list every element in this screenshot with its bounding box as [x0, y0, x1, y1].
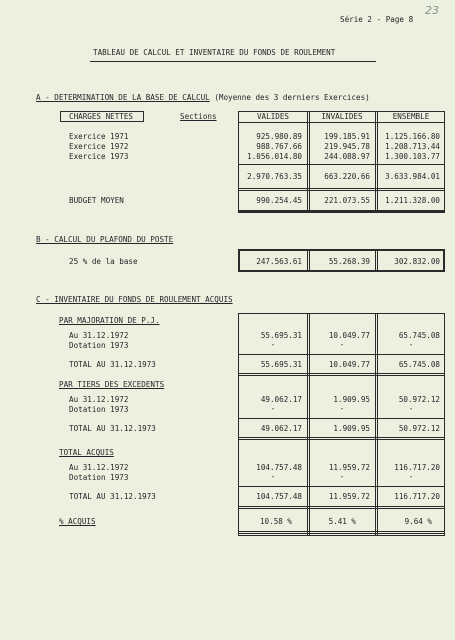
- row-label: Exercice 1973: [69, 152, 129, 161]
- budget-moyen-label: BUDGET MOYEN: [69, 196, 124, 205]
- cell-valides: 1.056.014.80: [247, 152, 302, 161]
- total-invalides: 663.220.66: [324, 172, 370, 181]
- total-label: TOTAL AU 31.12.1973: [69, 360, 156, 369]
- handwritten-page-number: 23: [425, 4, 439, 17]
- total-invalides: 1.909.95: [333, 424, 370, 433]
- cell-valides: -: [270, 404, 276, 413]
- cell-ensemble: -: [408, 340, 414, 349]
- total-ensemble: 3.633.984.01: [385, 172, 440, 181]
- cell-invalides: -: [339, 340, 345, 349]
- pct-acquis-label: % ACQUIS: [59, 517, 96, 526]
- budget-invalides: 221.073.55: [324, 196, 370, 205]
- cell-ensemble: 116.717.20: [394, 463, 440, 472]
- col-charges-nettes: CHARGES NETTES: [69, 112, 134, 121]
- total-valides: 49.062.17: [260, 424, 302, 433]
- cell-valides: -: [270, 472, 276, 481]
- total-ensemble: 65.745.08: [398, 360, 440, 369]
- cell-valides: 925.980.89: [256, 132, 302, 141]
- cell-invalides: 11.959.72: [328, 463, 370, 472]
- total-invalides: 11.959.72: [328, 492, 370, 501]
- row-label: Dotation 1973: [69, 341, 129, 350]
- total-ensemble: 116.717.20: [394, 492, 440, 501]
- cell-valides: 49.062.17: [260, 395, 302, 404]
- cell-ensemble: 1.125.166.80: [385, 132, 440, 141]
- cell-ensemble: 1.208.713.44: [385, 142, 440, 151]
- page-reference: Série 2 - Page 8: [340, 15, 414, 24]
- total-invalides: 10.049.77: [328, 360, 370, 369]
- cell-ensemble: 1.300.103.77: [385, 152, 440, 161]
- cell-valides: -: [270, 340, 276, 349]
- row-label: Exercice 1971: [69, 132, 129, 141]
- cell-ensemble: -: [408, 404, 414, 413]
- budget-ensemble: 1.211.328.00: [385, 196, 440, 205]
- cell-invalides: 199.185.91: [324, 132, 370, 141]
- section-c-heading: C - INVENTAIRE DU FONDS DE ROULEMENT ACQUIS: [36, 295, 233, 304]
- cell-invalides: 219.945.78: [324, 142, 370, 151]
- cell-ensemble: -: [408, 472, 414, 481]
- cell-ensemble: 65.745.08: [398, 331, 440, 340]
- row-label: Au 31.12.1972: [69, 463, 129, 472]
- row-label: Au 31.12.1972: [69, 331, 129, 340]
- total-ensemble: 50.972.12: [398, 424, 440, 433]
- row-label: Exercice 1972: [69, 142, 129, 151]
- col-invalides: INVALIDES: [321, 112, 363, 121]
- row-label: Dotation 1973: [69, 405, 129, 414]
- title-underline: [90, 61, 376, 62]
- group-title-tiers: PAR TIERS DES EXCEDENTS: [59, 380, 165, 389]
- pct-invalides: 5.41 %: [328, 517, 356, 526]
- plafond-ensemble: 302.832.00: [394, 257, 440, 266]
- cell-invalides: -: [339, 404, 345, 413]
- document-title: TABLEAU DE CALCUL ET INVENTAIRE DU FONDS DE ROULEMENT: [93, 48, 336, 57]
- row-label: Au 31.12.1972: [69, 395, 129, 404]
- total-valides: 104.757.48: [256, 492, 302, 501]
- total-label: TOTAL AU 31.12.1973: [69, 424, 156, 433]
- total-valides: 2.970.763.35: [247, 172, 302, 181]
- cell-invalides: 1.909.95: [333, 395, 370, 404]
- pct-valides: 10.58 %: [259, 517, 292, 526]
- cell-valides: 988.767.66: [256, 142, 302, 151]
- col-ensemble: ENSEMBLE: [392, 112, 430, 121]
- budget-valides: 990.254.45: [256, 196, 302, 205]
- section-b-heading: B - CALCUL DU PLAFOND DU POSTE: [36, 235, 174, 244]
- total-label: TOTAL AU 31.12.1973: [69, 492, 156, 501]
- plafond-label: 25 % de la base: [69, 257, 138, 266]
- plafond-invalides: 55.268.39: [328, 257, 370, 266]
- col-sections: Sections: [180, 112, 217, 121]
- pct-ensemble: 9.64 %: [404, 517, 432, 526]
- cell-invalides: -: [339, 472, 345, 481]
- cell-ensemble: 50.972.12: [398, 395, 440, 404]
- group-title-total-acquis: TOTAL ACQUIS: [59, 448, 114, 457]
- cell-valides: 104.757.48: [256, 463, 302, 472]
- plafond-valides: 247.563.61: [256, 257, 302, 266]
- total-valides: 55.695.31: [260, 360, 302, 369]
- cell-invalides: 10.049.77: [328, 331, 370, 340]
- section-a-heading: A - DETERMINATION DE LA BASE DE CALCUL (Moyenne des 3 derniers Exercices): [36, 93, 370, 102]
- row-label: Dotation 1973: [69, 473, 129, 482]
- group-title-majoration: PAR MAJORATION DE P.J.: [59, 316, 160, 325]
- cell-valides: 55.695.31: [260, 331, 302, 340]
- col-valides: VALIDES: [256, 112, 289, 121]
- cell-invalides: 244.088.97: [324, 152, 370, 161]
